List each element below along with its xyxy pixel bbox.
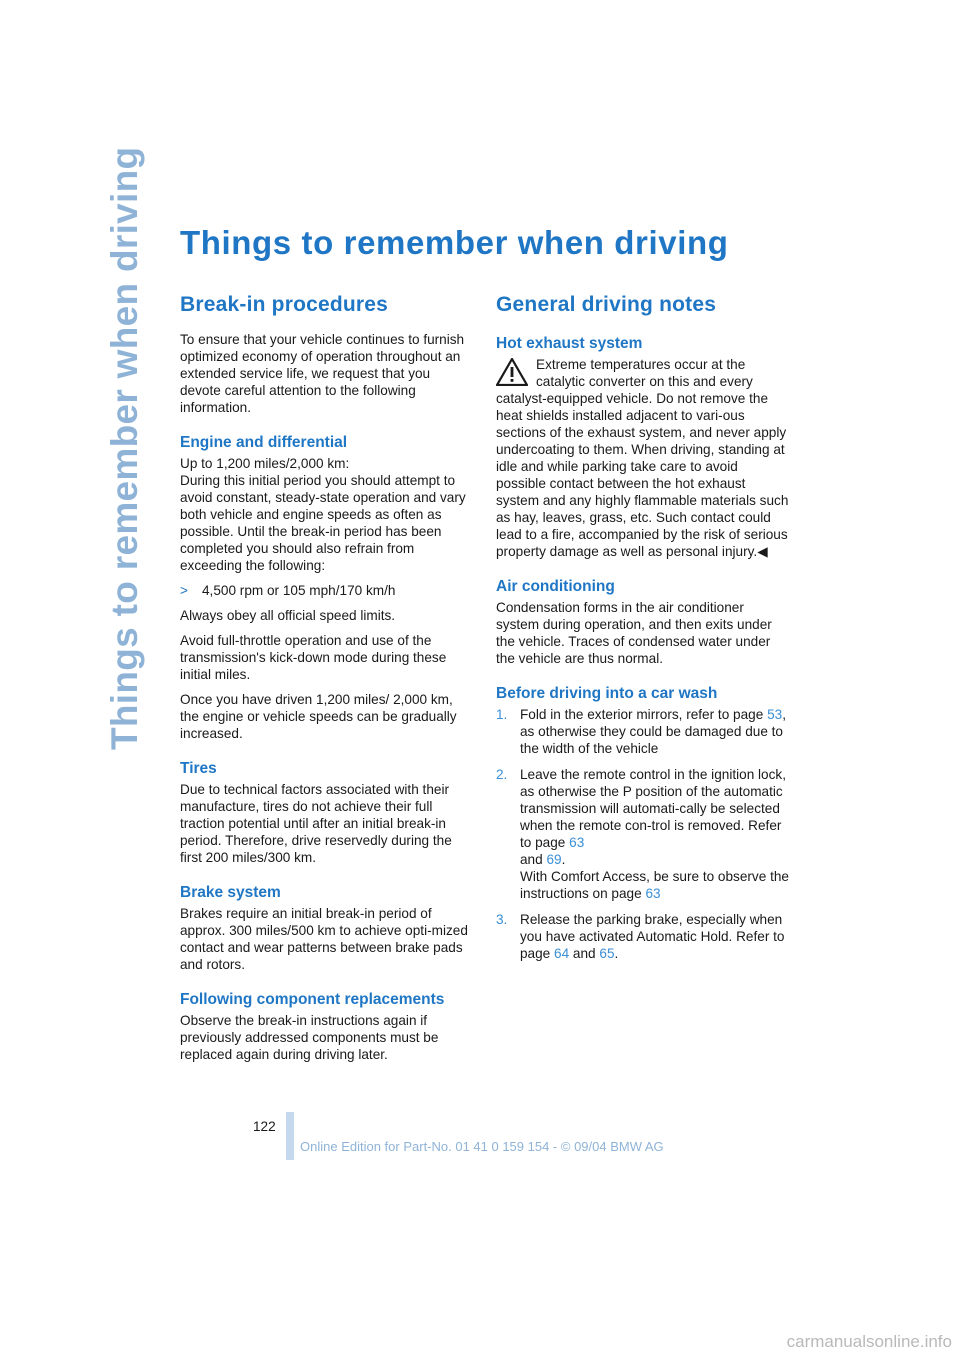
page-link-64[interactable]: 64 (554, 946, 570, 961)
break-in-heading: Break-in procedures (180, 293, 389, 316)
general-notes-heading: General driving notes (496, 293, 717, 316)
step-text (520, 766, 790, 902)
engine-heading: Engine and differential (180, 434, 348, 451)
ac-text: Condensation forms in the air conditioner system during operation, and then exits under the vehicle. Traces of condensed water under the vehicle are thus normal. (496, 600, 772, 666)
engine-paragraph-1 (180, 455, 474, 574)
engine-paragraph-1-line-2: During this initial period you should attempt to avoid constant, steady-state operation and vary both vehicle and engine speeds as often as possible. Until the break-in period has been completed you should also refrain from exceeding the following: (180, 473, 466, 573)
step-number: 2. (496, 767, 508, 782)
engine-bullet (180, 582, 474, 599)
engine-paragraph-2: Always obey all official speed limits. (180, 608, 396, 623)
brakes-text: Brakes require an initial break-in period of approx. 300 miles/500 km to achieve opti-mized contact and wear patterns between brake pads and rotors. (180, 906, 468, 972)
end-mark: ◀ (757, 544, 768, 559)
step-text-part: Fold in the exterior mirrors, refer to page (520, 707, 768, 722)
step-text (520, 706, 790, 757)
step-text-part: . (614, 946, 619, 961)
step-text-part: With Comfort Access, be sure to observe the instructions on page (520, 869, 789, 901)
exhaust-text (496, 356, 790, 560)
carwash-step-1 (496, 706, 790, 757)
brakes-heading: Brake system (180, 884, 281, 901)
ac-heading: Air conditioning (496, 578, 615, 595)
page-link-53[interactable]: 53 (767, 707, 783, 722)
step-text-part: . (561, 852, 566, 867)
engine-bullet-text: 4,500 rpm or 105 mph/170 km/h (202, 583, 396, 598)
step-text-part: Leave the remote control in the ignition lock, as otherwise the P position of the automatic transmission will automati-cally be selected when the remote con-trol is removed. Refer to page (520, 767, 786, 850)
carwash-steps (496, 706, 790, 962)
bullet-mark: > (180, 583, 188, 598)
replacements-text: Observe the break-in instructions again if previously addressed components must be replaced again during driving later. (180, 1013, 439, 1062)
carwash-heading: Before driving into a car wash (496, 685, 718, 702)
tires-text: Due to technical factors associated with their manufacture, tires do not achieve their full traction potential until after an initial break-in period. Therefore, drive reservedly during the first 200 miles/300 km. (180, 782, 452, 865)
edition-footer: Online Edition for Part-No. 01 41 0 159 154 - © 09/04 BMW AG (300, 1139, 664, 1154)
step-text-part: and (569, 946, 600, 961)
carwash-step-3 (496, 911, 790, 962)
page-link-63[interactable]: 63 (645, 886, 661, 901)
watermark: carmanualsonline.info (786, 1332, 952, 1351)
right-column (496, 293, 790, 971)
step-number: 3. (496, 912, 508, 927)
engine-paragraph-1-line-1: Up to 1,200 miles/2,000 km: (180, 456, 350, 471)
engine-paragraph-3: Avoid full-throttle operation and use of the transmission's kick-down mode during these initial miles. (180, 633, 447, 682)
step-text-part: and (520, 852, 547, 867)
exhaust-text-body: Extreme temperatures occur at the catalytic converter on this and every catalyst-equipped vehicle. Do not remove the heat shields installed adjacent to vari-ous sections of the exhaust system, and never apply undercoating to them. When driving, standing at idle and while parking take care to avoid possible contact between the hot exhaust system and any highly flammable materials such as hay, leaves, grass, etc. Such contact could lead to a fire, accompanied by the risk of serious property damage as well as personal injury. (496, 357, 789, 559)
step-text-part: Release the parking brake, especially when you have activated Automatic Hold. Refer to page (520, 912, 785, 961)
tires-heading: Tires (180, 760, 217, 777)
step-number: 1. (496, 707, 508, 722)
exhaust-warning (496, 356, 790, 560)
exhaust-heading: Hot exhaust system (496, 335, 643, 352)
side-title: Things to remember when driving (104, 146, 145, 750)
step-text-part: , as otherwise they could be damaged due to the width of the vehicle (520, 707, 786, 756)
page-link-65[interactable]: 65 (599, 946, 615, 961)
left-column (180, 293, 474, 1071)
page-link-69[interactable]: 69 (546, 852, 562, 867)
page-link-63[interactable]: 63 (569, 835, 585, 850)
page-number: 122 (253, 1119, 276, 1134)
warning-triangle-icon (496, 358, 528, 386)
replacements-heading: Following component replacements (180, 991, 445, 1008)
carwash-step-2 (496, 766, 790, 902)
break-in-intro: To ensure that your vehicle continues to furnish optimized economy of operation throughout an extended service life, we request that you devote careful attention to the following information. (180, 332, 465, 415)
step-text (520, 911, 790, 962)
footer-bar (286, 1112, 294, 1160)
engine-paragraph-4: Once you have driven 1,200 miles/ 2,000 km, the engine or vehicle speeds can be gradually increased. (180, 692, 457, 741)
page-title: Things to remember when driving (180, 224, 729, 261)
